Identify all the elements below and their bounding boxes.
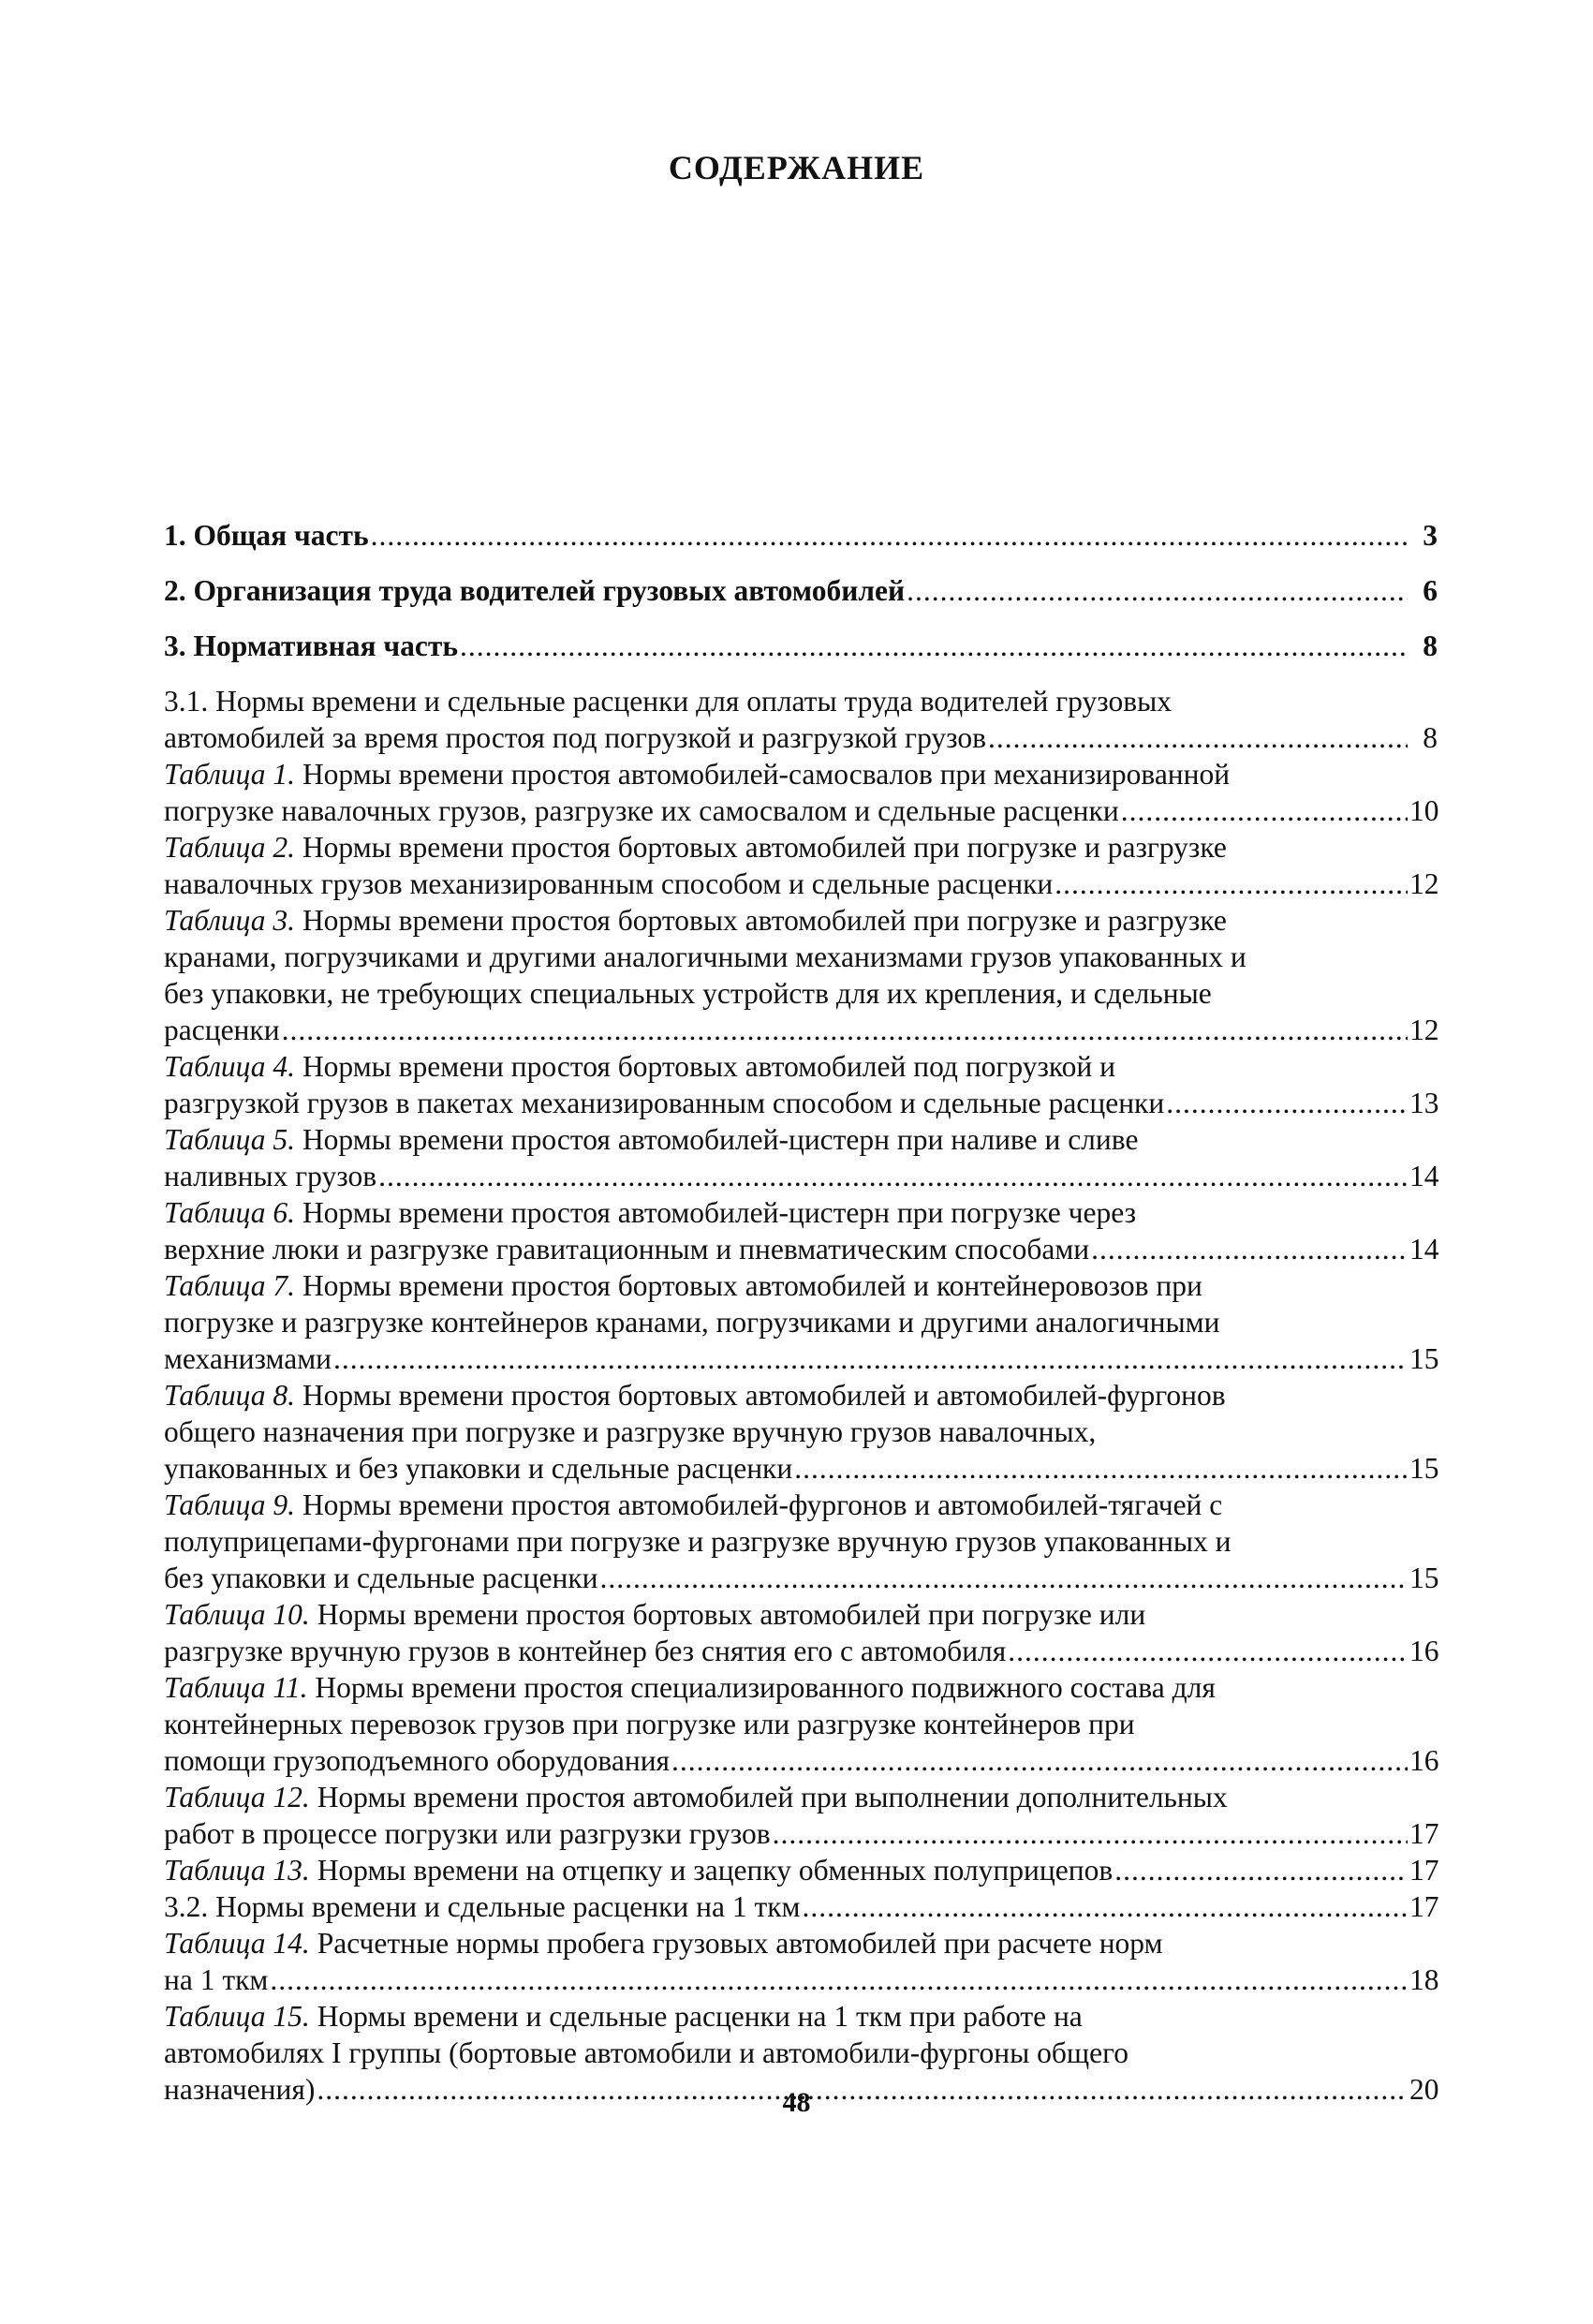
toc-entry-line: Нормы времени простоя автомобилей-фургонов и автомобилей-тягачей с — [302, 1488, 1223, 1521]
table-label: Таблица 10. — [164, 1598, 310, 1631]
toc-entry-line: Нормы времени простоя автомобилей-цистерн при наливе и сливе — [302, 1123, 1139, 1156]
toc-entry-text: наливных грузов — [164, 1160, 377, 1192]
toc-table-14 — [164, 1925, 1438, 1998]
toc-entry-line: общего назначения при погрузке и разгрузке вручную грузов навалочных, — [164, 1415, 1097, 1448]
toc-page-number: 16 — [1409, 1744, 1439, 1777]
toc-entry-text: разгрузкой грузов в пакетах механизированным способом и сдельные расценки — [164, 1087, 1165, 1119]
toc-page-number: 18 — [1409, 1963, 1439, 1996]
toc-page-number: 8 — [1423, 721, 1438, 754]
table-label: Таблица 9. — [164, 1488, 296, 1521]
toc-section-1 — [164, 517, 1438, 554]
table-label: Таблица 3. — [164, 904, 296, 937]
toc-page-number: 14 — [1409, 1160, 1439, 1192]
leader-dots — [333, 1340, 1408, 1377]
toc-page-number: 12 — [1409, 867, 1439, 900]
toc-page-number: 15 — [1409, 1452, 1439, 1485]
leader-dots — [1114, 1852, 1408, 1888]
table-label: Таблица 2. — [164, 831, 296, 864]
leader-dots — [600, 1560, 1408, 1596]
toc-page-number: 17 — [1409, 1890, 1439, 1923]
toc-entry-line: 3.1. Нормы времени и сдельные расценки для оплаты труда водителей грузовых — [164, 685, 1173, 718]
table-of-contents — [164, 517, 1438, 2108]
toc-entry-text: работ в процессе погрузки или разгрузки грузов — [164, 1817, 771, 1850]
toc-entry-line: контейнерных перевозок грузов при погрузке или разгрузке контейнеров при — [164, 1708, 1135, 1740]
table-label: Таблица 11. — [164, 1671, 308, 1704]
toc-table-8 — [164, 1377, 1438, 1487]
toc-entry-line: Нормы времени простоя автомобилей-цистерн при погрузке через — [302, 1196, 1137, 1229]
table-label: Таблица 4. — [164, 1050, 296, 1083]
toc-entry-text: 2. Организация труда водителей грузовых автомобилей — [164, 574, 906, 607]
toc-table-5 — [164, 1121, 1438, 1194]
toc-page-number: 12 — [1409, 1014, 1439, 1046]
toc-entry-line: Нормы времени простоя автомобилей при выполнении дополнительных — [317, 1781, 1228, 1813]
page-title: СОДЕРЖАНИЕ — [668, 149, 925, 186]
toc-entry-text: разгрузке вручную грузов в контейнер без снятия его с автомобиля — [164, 1635, 1007, 1667]
leader-dots — [1166, 1085, 1408, 1121]
toc-entry-text: назначения) — [164, 2073, 316, 2106]
toc-page-number: 17 — [1409, 1817, 1439, 1850]
table-label: Таблица 5. — [164, 1123, 296, 1156]
leader-dots — [460, 628, 1408, 664]
toc-table-13 — [164, 1852, 1438, 1888]
toc-table-9 — [164, 1487, 1438, 1596]
table-label: Таблица 12. — [164, 1781, 310, 1813]
toc-page-number: 6 — [1423, 574, 1438, 607]
toc-page-number: 17 — [1409, 1854, 1439, 1887]
toc-entry-line: Нормы времени простоя бортовых автомобилей и автомобилей-фургонов — [302, 1379, 1226, 1412]
toc-table-12 — [164, 1779, 1438, 1852]
leader-dots — [371, 517, 1408, 554]
toc-table-3 — [164, 902, 1438, 1048]
leader-dots — [1091, 1231, 1408, 1267]
toc-entry-line: автомобилях I группы (бортовые автомобили и автомобили-фургоны общего — [164, 2036, 1129, 2069]
toc-table-11 — [164, 1669, 1438, 1779]
leader-dots — [1008, 1633, 1408, 1669]
leader-dots — [378, 1158, 1408, 1194]
toc-entry-line: Нормы времени простоя бортовых автомобилей под погрузкой и — [302, 1050, 1115, 1083]
toc-entry-text: автомобилей за время простоя под погрузкой и разгрузкой грузов — [164, 721, 987, 754]
toc-entry-line: без упаковки, не требующих специальных устройств для их крепления, и сдельные — [164, 977, 1212, 1010]
toc-entry-line: Нормы времени простоя бортовых автомобилей при погрузке и разгрузке — [302, 831, 1227, 864]
toc-section-2 — [164, 572, 1438, 609]
toc-entry-line: Нормы времени и сдельные расценки на 1 ткм при работе на — [317, 2000, 1083, 2033]
toc-table-7 — [164, 1267, 1438, 1377]
toc-entry-text: верхние люки и разгрузке гравитационным и пневматическим способами — [164, 1233, 1090, 1266]
toc-entry-text: расценки — [164, 1014, 280, 1046]
toc-page-number: 13 — [1409, 1087, 1439, 1119]
toc-entry-text: на 1 ткм — [164, 1963, 269, 1996]
toc-page-number: 14 — [1409, 1233, 1439, 1266]
toc-entry-line: Нормы времени простоя бортовых автомобилей и контейнеровозов при — [302, 1269, 1202, 1302]
toc-section-3 — [164, 628, 1438, 664]
toc-page-number: 8 — [1423, 629, 1438, 662]
leader-dots — [773, 1815, 1408, 1852]
toc-entry-text: механизмами — [164, 1342, 332, 1375]
toc-entry-text: Нормы времени на отцепку и зацепку обменных полуприцепов — [317, 1854, 1114, 1887]
toc-entry-text: навалочных грузов механизированным способом и сдельные расценки — [164, 867, 1054, 900]
toc-table-1 — [164, 756, 1438, 829]
toc-entry-text: упакованных и без упаковки и сдельные расценки — [164, 1452, 793, 1485]
toc-entry-line: погрузке и разгрузке контейнеров кранами, погрузчиками и другими аналогичными — [164, 1306, 1220, 1339]
toc-entry-line: Нормы времени простоя автомобилей-самосвалов при механизированной — [302, 758, 1231, 791]
toc-table-2 — [164, 829, 1438, 902]
page-number: 48 — [782, 2087, 811, 2118]
toc-page-number: 20 — [1409, 2073, 1439, 2106]
toc-entry-line: кранами, погрузчиками и другими аналогичными механизмами грузов упакованных и — [164, 940, 1246, 973]
leader-dots — [282, 1012, 1408, 1048]
toc-entry-line: Расчетные нормы пробега грузовых автомобилей при расчете норм — [317, 1927, 1163, 1960]
toc-entry-text: 3. Нормативная часть — [164, 629, 459, 662]
toc-subsection-3-2 — [164, 1888, 1438, 1925]
toc-entry-text: без упаковки и сдельные расценки — [164, 1562, 598, 1594]
toc-page-number: 15 — [1409, 1342, 1439, 1375]
toc-table-10 — [164, 1596, 1438, 1669]
toc-table-6 — [164, 1194, 1438, 1267]
table-label: Таблица 15. — [164, 2000, 310, 2033]
toc-entry-line: Нормы времени простоя бортовых автомобилей при погрузке и разгрузке — [302, 904, 1227, 937]
toc-entry-line: Нормы времени простоя бортовых автомобилей при погрузке или — [317, 1598, 1146, 1631]
toc-page-number: 3 — [1423, 519, 1438, 552]
toc-entry-line: Нормы времени простоя специализированного подвижного состава для — [315, 1671, 1216, 1704]
toc-entry-line: полуприцепами-фургонами при погрузке и разгрузке вручную грузов упакованных и — [164, 1525, 1232, 1558]
toc-subsection-3-1 — [164, 683, 1438, 756]
toc-entry-text: погрузке навалочных грузов, разгрузке их самосвалом и сдельные расценки — [164, 794, 1119, 827]
table-label: Таблица 14. — [164, 1927, 310, 1960]
toc-page-number: 15 — [1409, 1562, 1439, 1594]
leader-dots — [802, 1888, 1408, 1925]
table-label: Таблица 13. — [164, 1854, 310, 1887]
table-label: Таблица 7. — [164, 1269, 296, 1302]
toc-page-number: 10 — [1409, 794, 1439, 827]
toc-page-number: 16 — [1409, 1635, 1439, 1667]
table-label: Таблица 1. — [164, 758, 296, 791]
leader-dots — [794, 1450, 1408, 1487]
table-label: Таблица 8. — [164, 1379, 296, 1412]
leader-dots — [1121, 792, 1408, 829]
leader-dots — [907, 572, 1408, 609]
toc-entry-text: помощи грузоподъемного оборудования — [164, 1744, 671, 1777]
leader-dots — [1055, 866, 1408, 902]
toc-table-4 — [164, 1048, 1438, 1121]
toc-entry-text: 3.2. Нормы времени и сдельные расценки на 1 ткм — [164, 1890, 801, 1923]
leader-dots — [671, 1742, 1408, 1779]
toc-entry-text: 1. Общая часть — [164, 519, 369, 552]
leader-dots — [270, 1961, 1408, 1998]
leader-dots — [988, 719, 1408, 756]
table-label: Таблица 6. — [164, 1196, 296, 1229]
